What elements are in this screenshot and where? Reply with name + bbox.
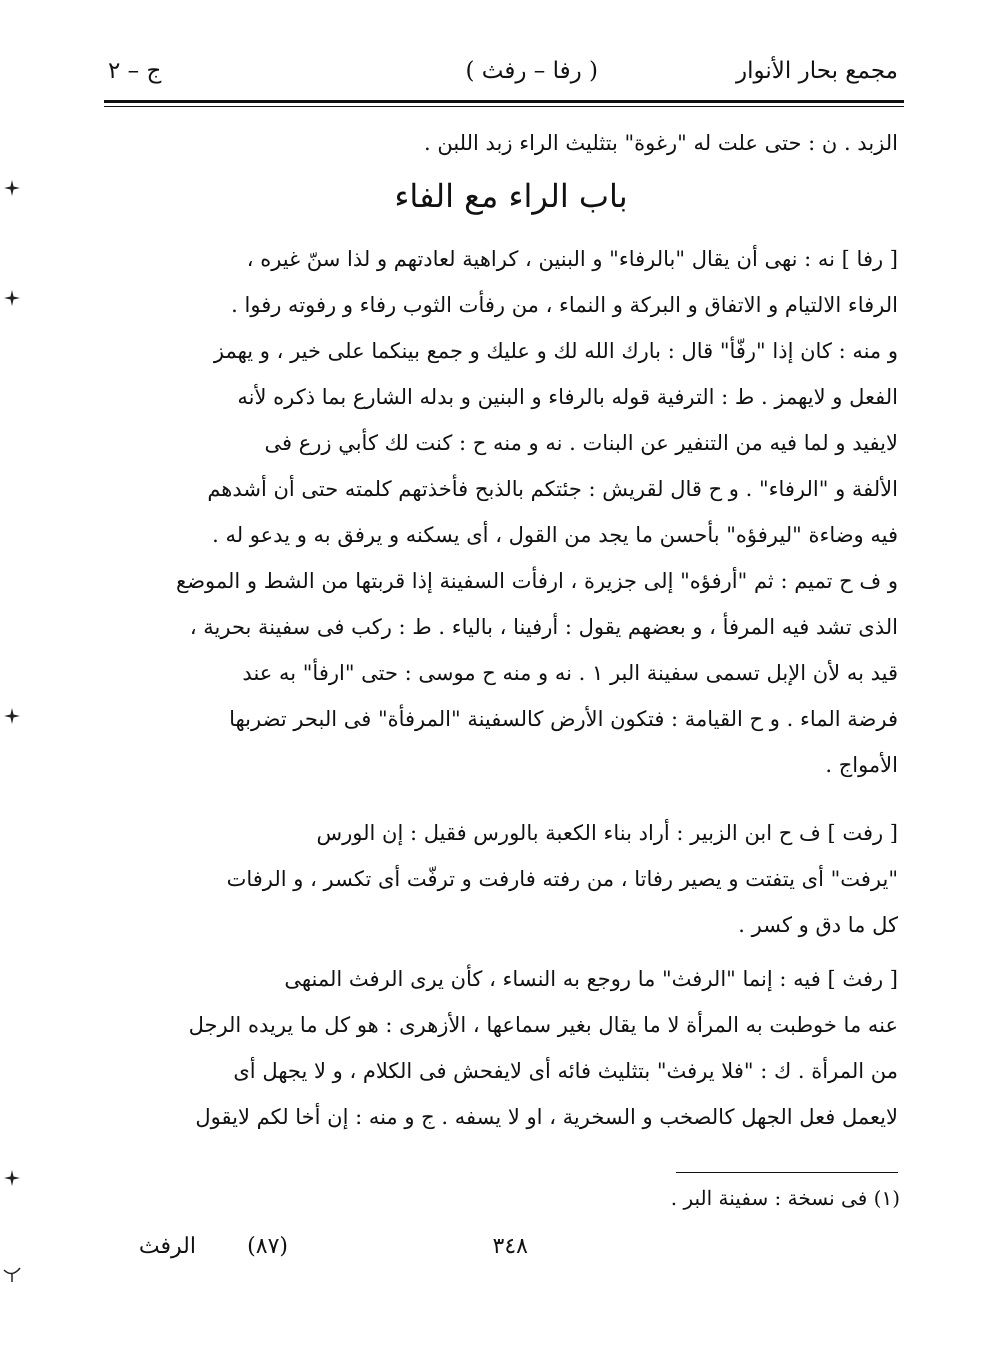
footnote: (١) فى نسخة : سفينة البر . (670, 1186, 900, 1210)
text-line: الذى تشد فيه المرفأ ، و بعضهم يقول : أرفينا ، بالياء . ط : ركب فى سفينة بحرية ، (189, 615, 898, 639)
text-line: لايعمل فعل الجهل كالصخب و السخرية ، او لا يسفه . ج و منه : إن أخا لكم لايقول (195, 1105, 898, 1129)
text-line: [ رفا ] نه : نهى أن يقال "بالرفاء" و البنين ، كراهية لعادتهم و لذا سنّ غيره ، (246, 247, 898, 271)
text-line: الرفاء الالتيام و الاتفاق و البركة و النماء ، من رفأت الثوب رفاء و رفوته رفوا . (231, 293, 898, 317)
text-line: قيد به لأن الإبل تسمى سفينة البر ١ . نه و منه ح موسى : حتى "ارفأ" به عند (242, 661, 898, 685)
margin-star-icon (2, 706, 22, 726)
text-line: فرضة الماء . و ح القيامة : فتكون الأرض كالسفينة "المرفأة" فى البحر تضربها (229, 707, 898, 731)
signature-number: (٨٧) (247, 1234, 288, 1259)
paragraph-rafat (124, 810, 898, 948)
volume-number: ج – ٢ (108, 58, 162, 84)
paragraph-rafa (124, 236, 898, 788)
text-line: و منه : كان إذا "رفّأ" قال : بارك الله لك و عليك و جمع بينكما على خير ، و يهمز (213, 339, 898, 363)
text-line: [ رفث ] فيه : إنما "الرفث" ما روجع به النساء ، كأن يرى الرفث المنهى (284, 967, 898, 991)
text-line: كل ما دق و كسر . (738, 913, 898, 937)
margin-star-icon (2, 178, 22, 198)
text-line: الألفة و "الرفاء" . و ح قال لقريش : جئتكم بالذبح فأخذتهم كلمته حتى أن أشدهم (207, 477, 898, 501)
entry-range: ( رفا – رفث ) (465, 58, 598, 84)
page-number: ٣٤٨ (492, 1234, 528, 1259)
header-rule-thick (104, 100, 904, 103)
paragraph-rafath (124, 956, 898, 1140)
text-line: من المرأة . ك : "فلا يرفث" بتثليث فائه أى لايفحش فى الكلام ، و لا يجهل أى (233, 1059, 898, 1083)
header-rule-thin (104, 106, 904, 107)
text-line: الفعل و لايهمز . ط : الترفية قوله بالرفاء و البنين و بدله الشارع بما ذكره لأنه (237, 385, 898, 409)
chapter-heading: باب الراء مع الفاء (394, 177, 628, 215)
intro-line: الزبد . ن : حتى علت له "رغوة" بتثليث الراء زبد اللبن . (424, 131, 898, 155)
intro-block (124, 120, 898, 166)
text-line: لايفيد و لما فيه من التنفير عن البنات . نه و منه ح : كنت لك كأبي زرع فى (264, 431, 898, 455)
text-line: [ رفت ] ف ح ابن الزبير : أراد بناء الكعبة بالورس فقيل : إن الورس (316, 821, 898, 845)
text-line: فيه وضاءة "ليرفؤه" بأحسن ما يجد من القول ، أى يسكنه و يرفق به و يدعو له . (212, 523, 898, 547)
text-line: و ف ح تميم : ثم "أرفؤه" إلى جزيرة ، ارفأت السفينة إذا قربتها من الشط و الموضع (176, 569, 898, 593)
page-footer (124, 1234, 898, 1274)
margin-mark-icon (2, 1264, 22, 1284)
text-line: "يرفت" أى يتفتت و يصير رفاتا ، من رفته فارفت و ترفّت أى تكسر ، و الرفات (226, 867, 898, 891)
text-line: الأمواج . (825, 753, 898, 777)
text-line: عنه ما خوطبت به المرأة لا ما يقال بغير سماعها ، الأزهرى : هو كل ما يريده الرجل (188, 1013, 898, 1037)
margin-star-icon (2, 288, 22, 308)
catchword: الرفث (138, 1234, 196, 1259)
book-title: مجمع بحار الأنوار (736, 58, 898, 84)
running-header (108, 58, 898, 98)
footnote-rule (676, 1172, 898, 1173)
margin-star-icon (2, 1168, 22, 1188)
